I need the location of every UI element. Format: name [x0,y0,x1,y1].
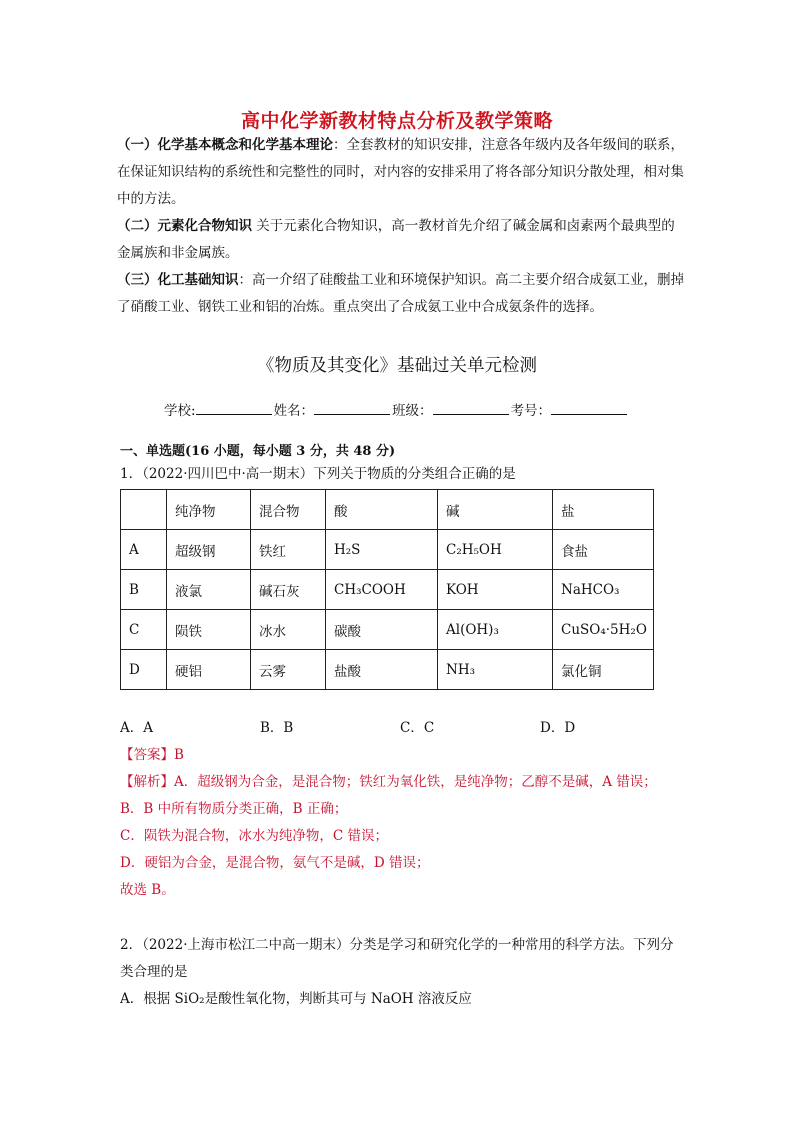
table-cell: 碳酸 [326,610,438,650]
intro-label: （三）化工基础知识 [117,272,239,288]
classification-table [120,489,654,690]
question-1-solution [120,742,686,904]
table-cell: 云雾 [251,650,326,690]
table-cell: KOH [438,570,553,610]
table-cell: 液氯 [167,570,251,610]
choice-c[interactable]: C．C [400,720,435,736]
table-cell: C [121,610,167,650]
table-cell: H₂S [326,530,438,570]
name-label: 姓名： [273,403,315,419]
table-header-cell: 碱 [438,490,553,530]
class-label: 班级： [392,403,433,419]
student-info-line [164,399,629,419]
table-header-cell [121,490,167,530]
table-cell: 碱石灰 [251,570,326,610]
table-cell: C₂H₅OH [438,530,553,570]
table-cell: A [121,530,167,570]
unit-test-title: 《物质及其变化》基础过关单元检测 [257,356,537,376]
table-header-cell: 混合物 [251,490,326,530]
school-field[interactable] [196,402,272,415]
intro-paragraph [117,132,687,213]
table-cell: D [121,650,167,690]
question-2-stem: 2．（2022·上海市松江二中高一期末）分类是学习和研究化学的一种常用的科学方法。下列分类合理的是 [120,937,674,980]
section-heading: 一、单选题(16 小题，每小题 3 分，共 48 分) [120,444,396,459]
analysis-line: D．硬铝为合金，是混合物，氨气不是碱，D 错误； [120,855,430,871]
table-cell: 氯化铜 [553,650,654,690]
exam-number-field[interactable] [551,402,627,415]
table-cell: 硬铝 [167,650,251,690]
table-cell: CuSO₄·5H₂O [553,610,654,650]
school-label: 学校: [164,403,196,419]
analysis-line: C．陨铁为混合物，冰水为纯净物，C 错误； [120,828,388,844]
table-row [121,570,654,610]
name-field[interactable] [314,402,390,415]
table-cell: 食盐 [553,530,654,570]
intro-section [117,132,687,321]
table-cell: 冰水 [251,610,326,650]
intro-paragraph [117,213,687,267]
class-field[interactable] [433,402,509,415]
intro-label: （一）化学基本概念和化学基本理论 [117,137,333,153]
table-cell: 超级钢 [167,530,251,570]
table-row [121,530,654,570]
intro-label: （二）元素化合物知识 [117,218,252,234]
intro-text: 关于元素化合物知识，高一教材首先介绍了碱金属和卤素两个最典型的金属族和非金属族。 [117,218,675,261]
analysis-line: 【解析】A．超级钢为合金，是混合物；铁红为氧化铁，是纯净物；乙醇不是碱，A 错误； [120,774,657,790]
intro-paragraph [117,267,687,321]
table-cell: NH₃ [438,650,553,690]
analysis-line: 故选 B。 [120,882,175,898]
table-cell: 陨铁 [167,610,251,650]
exam-number-label: 考号： [510,403,552,419]
table-row [121,650,654,690]
table-cell: B [121,570,167,610]
table-cell: Al(OH)₃ [438,610,553,650]
table-row [121,610,654,650]
choice-d[interactable]: D．D [540,720,576,736]
choice-b[interactable]: B．B [260,720,294,736]
intro-text: ：全套教材的知识安排，注意各年级内及各年级间的联系，在保证知识结构的系统性和完整性的同时，对内容的安排采用了将各部分知识分散处理，相对集中的方法。 [117,137,684,207]
analysis-line: B．B 中所有物质分类正确，B 正确； [120,801,348,817]
answer-line: 【答案】B [120,747,184,763]
table-cell: 盐酸 [326,650,438,690]
table-cell: CH₃COOH [326,570,438,610]
table-header-row [121,490,654,530]
table-header-cell: 盐 [553,490,654,530]
table-header-cell: 酸 [326,490,438,530]
question-1-stem: 1．（2022·四川巴中·高一期末）下列关于物质的分类组合正确的是 [120,466,516,482]
table-cell: NaHCO₃ [553,570,654,610]
choice-a[interactable]: A．A [120,720,153,736]
table-header-cell: 纯净物 [167,490,251,530]
question-2 [120,932,686,1013]
question-2-option-a[interactable]: A．根据 SiO₂是酸性氧化物，判断其可与 NaOH 溶液反应 [120,991,472,1007]
table-cell: 铁红 [251,530,326,570]
intro-text: ：高一介绍了硅酸盐工业和环境保护知识。高二主要介绍合成氨工业，删掉了硝酸工业、钢铁工业和铝的冶炼。重点突出了合成氨工业中合成氨条件的选择。 [117,272,684,315]
page-title: 高中化学新教材特点分析及教学策略 [240,110,553,132]
question-1-choices [120,716,680,736]
